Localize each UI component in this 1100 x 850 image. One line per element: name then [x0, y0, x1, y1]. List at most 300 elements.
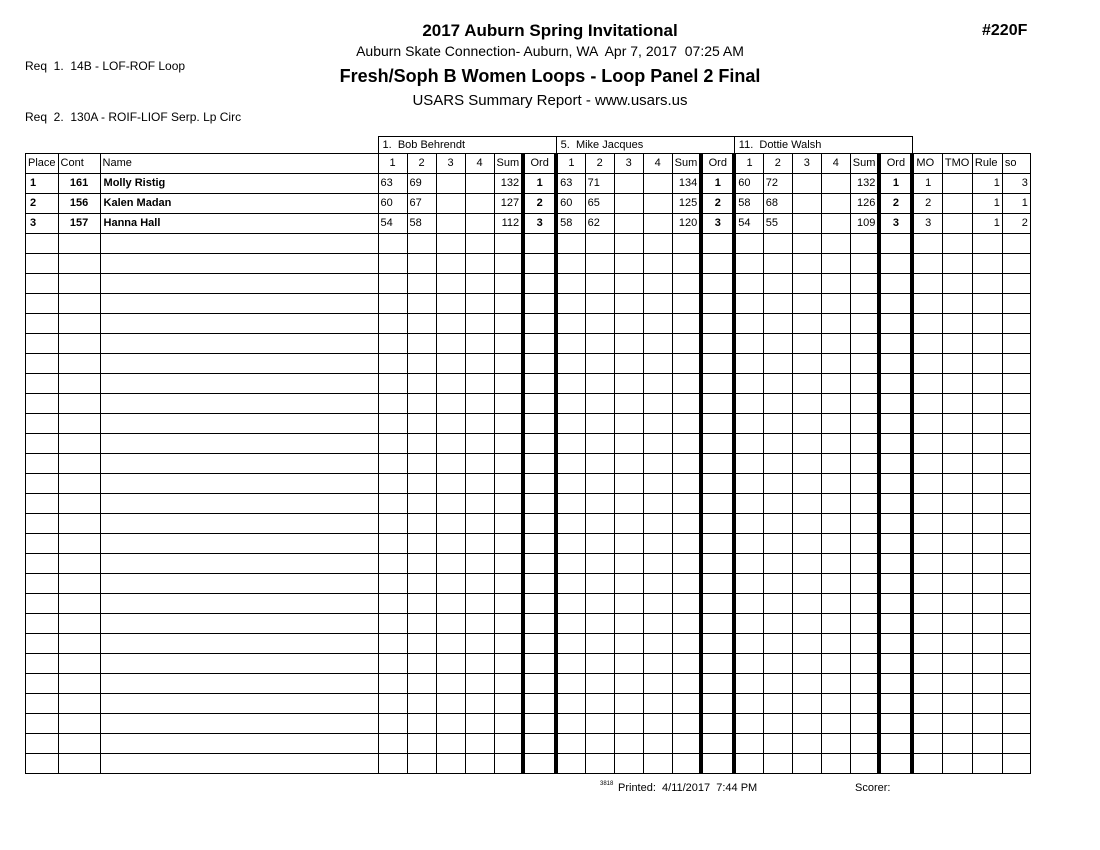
- sum-cell: 132: [850, 174, 879, 194]
- ordinal-cell: [879, 514, 912, 534]
- mark-cell: [465, 334, 494, 354]
- sum-cell: [672, 754, 701, 774]
- mark-cell: [436, 394, 465, 414]
- majority-ordinal-cell: 1: [912, 174, 942, 194]
- mark-cell: [792, 634, 821, 654]
- so-cell: [1002, 254, 1030, 274]
- empty-row: [26, 494, 1031, 514]
- empty-row: [26, 234, 1031, 254]
- mark-cell: [436, 374, 465, 394]
- skater-name-cell: [100, 694, 378, 714]
- place-cell: [26, 694, 59, 714]
- ordinal-cell: [879, 354, 912, 374]
- mark-cell: [821, 174, 850, 194]
- mark-cell: [792, 234, 821, 254]
- skater-name-cell: [100, 294, 378, 314]
- sum-cell: [494, 354, 523, 374]
- mark-cell: [821, 494, 850, 514]
- mark-cell: [643, 454, 672, 474]
- mark-cell: [407, 254, 436, 274]
- place-cell: [26, 634, 59, 654]
- mark-cell: [378, 354, 407, 374]
- scorer-label: Scorer:: [855, 782, 891, 794]
- mark-cell: [436, 594, 465, 614]
- mark-cell: [465, 674, 494, 694]
- place-cell: [26, 474, 59, 494]
- skater-name-cell: [100, 574, 378, 594]
- ordinal-cell: [523, 354, 556, 374]
- mark-cell: [556, 414, 585, 434]
- skater-name-cell: [100, 554, 378, 574]
- judge-header: 5. Mike Jacques: [556, 137, 734, 154]
- majority-ordinal-cell: [912, 514, 942, 534]
- mark-cell: [792, 354, 821, 374]
- mark-cell: [821, 534, 850, 554]
- mark-cell: [792, 274, 821, 294]
- sum-cell: [672, 414, 701, 434]
- mark-cell: [643, 254, 672, 274]
- rule-cell: [972, 294, 1002, 314]
- so-cell: [1002, 374, 1030, 394]
- mark-cell: [763, 314, 792, 334]
- tmo-cell: [942, 414, 972, 434]
- rule-cell: 1: [972, 174, 1002, 194]
- mark-cell: [378, 574, 407, 594]
- mark-cell: [585, 314, 614, 334]
- place-cell: [26, 254, 59, 274]
- mark-cell: [436, 314, 465, 334]
- ordinal-cell: [701, 334, 734, 354]
- empty-row: [26, 594, 1031, 614]
- ordinal-cell: 2: [701, 194, 734, 214]
- sum-cell: 126: [850, 194, 879, 214]
- footer-form-number: 3818: [600, 781, 614, 787]
- tmo-cell: [942, 354, 972, 374]
- mark-cell: [821, 274, 850, 294]
- mark-cell: [585, 394, 614, 414]
- req-line-1: Req 1. 14B - LOF-ROF Loop: [25, 59, 186, 73]
- ordinal-cell: [523, 474, 556, 494]
- ordinal-cell: [701, 274, 734, 294]
- ordinal-cell: [523, 654, 556, 674]
- sum-cell: [672, 694, 701, 714]
- mark-cell: [614, 474, 643, 494]
- so-cell: [1002, 394, 1030, 414]
- ordinal-cell: [523, 574, 556, 594]
- ordinal-cell: [879, 614, 912, 634]
- ordinal-cell: [879, 554, 912, 574]
- mark-cell: [585, 694, 614, 714]
- mark-cell: [734, 694, 763, 714]
- so-cell: [1002, 334, 1030, 354]
- ordinal-cell: [879, 254, 912, 274]
- majority-ordinal-cell: [912, 294, 942, 314]
- contestant-number-cell: [58, 714, 100, 734]
- mark-cell: [436, 174, 465, 194]
- empty-row: [26, 614, 1031, 634]
- ordinal-cell: [701, 494, 734, 514]
- ordinal-cell: [701, 754, 734, 774]
- sum-cell: [494, 294, 523, 314]
- sum-cell: [672, 634, 701, 654]
- tmo-cell: [942, 754, 972, 774]
- so-cell: 2: [1002, 214, 1030, 234]
- majority-ordinal-cell: [912, 654, 942, 674]
- mark-cell: [378, 554, 407, 574]
- rule-cell: [972, 594, 1002, 614]
- sum-cell: [850, 714, 879, 734]
- mark-cell: [792, 594, 821, 614]
- majority-ordinal-cell: [912, 334, 942, 354]
- sum-cell: [494, 514, 523, 534]
- sum-cell: [850, 494, 879, 514]
- mark-cell: [643, 554, 672, 574]
- mark-cell: [436, 494, 465, 514]
- mark-cell: [436, 614, 465, 634]
- place-cell: [26, 514, 59, 534]
- mark-cell: [436, 234, 465, 254]
- mark-cell: [556, 394, 585, 414]
- column-header: 1: [556, 154, 585, 174]
- mark-cell: [465, 354, 494, 374]
- contestant-number-cell: [58, 294, 100, 314]
- tmo-cell: [942, 614, 972, 634]
- sum-cell: [672, 614, 701, 634]
- mark-cell: [436, 434, 465, 454]
- mark-cell: [734, 414, 763, 434]
- mark-cell: [643, 234, 672, 254]
- sum-cell: [494, 254, 523, 274]
- place-cell: [26, 454, 59, 474]
- majority-ordinal-cell: [912, 394, 942, 414]
- mark-cell: [465, 614, 494, 634]
- mark-cell: [378, 294, 407, 314]
- column-header: Ord: [879, 154, 912, 174]
- mark-cell: [378, 394, 407, 414]
- mark-cell: [556, 694, 585, 714]
- ordinal-cell: [701, 674, 734, 694]
- mark-cell: [614, 574, 643, 594]
- ordinal-cell: [879, 594, 912, 614]
- mark-cell: [556, 474, 585, 494]
- contestant-number-cell: 157: [58, 214, 100, 234]
- mark-cell: 58: [556, 214, 585, 234]
- mark-cell: [821, 354, 850, 374]
- empty-row: [26, 514, 1031, 534]
- ordinal-cell: [701, 714, 734, 734]
- ordinal-cell: [879, 574, 912, 594]
- ordinal-cell: [879, 454, 912, 474]
- contestant-number-cell: [58, 754, 100, 774]
- rule-cell: [972, 614, 1002, 634]
- mark-cell: [556, 534, 585, 554]
- sum-cell: [672, 254, 701, 274]
- contestant-number-cell: [58, 434, 100, 454]
- mark-cell: [763, 594, 792, 614]
- mark-cell: [792, 694, 821, 714]
- skater-name-cell: [100, 274, 378, 294]
- sum-cell: [672, 314, 701, 334]
- sum-cell: [494, 274, 523, 294]
- ordinal-cell: [879, 294, 912, 314]
- skater-name-cell: [100, 254, 378, 274]
- mark-cell: [585, 294, 614, 314]
- so-cell: [1002, 314, 1030, 334]
- mark-cell: [734, 394, 763, 414]
- ordinal-cell: [701, 594, 734, 614]
- competition-title: 2017 Auburn Spring Invitational: [422, 21, 678, 40]
- column-header: 2: [407, 154, 436, 174]
- mark-cell: [378, 234, 407, 254]
- mark-cell: [585, 414, 614, 434]
- sum-cell: [494, 234, 523, 254]
- mark-cell: [792, 674, 821, 694]
- majority-ordinal-cell: [912, 414, 942, 434]
- mark-cell: [585, 514, 614, 534]
- ordinal-cell: [879, 234, 912, 254]
- sum-cell: [850, 314, 879, 334]
- mark-cell: [407, 574, 436, 594]
- mark-cell: [763, 234, 792, 254]
- majority-ordinal-cell: [912, 354, 942, 374]
- sum-cell: [850, 754, 879, 774]
- mark-cell: [465, 314, 494, 334]
- mark-cell: [792, 754, 821, 774]
- mark-cell: [643, 374, 672, 394]
- mark-cell: [734, 354, 763, 374]
- mark-cell: [792, 414, 821, 434]
- ordinal-cell: [523, 554, 556, 574]
- mark-cell: [614, 274, 643, 294]
- ordinal-cell: [523, 734, 556, 754]
- skater-row: [26, 174, 1031, 194]
- ordinal-cell: [523, 374, 556, 394]
- skater-name-cell: Hanna Hall: [100, 214, 378, 234]
- mark-cell: [763, 494, 792, 514]
- event-title: Fresh/Soph B Women Loops - Loop Panel 2 Final: [339, 66, 761, 86]
- mark-cell: [585, 594, 614, 614]
- rule-cell: [972, 434, 1002, 454]
- mark-cell: [734, 434, 763, 454]
- mark-cell: [556, 294, 585, 314]
- sum-cell: [494, 714, 523, 734]
- mark-cell: [792, 614, 821, 634]
- sum-cell: [494, 654, 523, 674]
- majority-ordinal-cell: 3: [912, 214, 942, 234]
- mark-cell: 71: [585, 174, 614, 194]
- mark-cell: [585, 634, 614, 654]
- score-table-wrap: [25, 136, 1031, 774]
- mark-cell: [407, 274, 436, 294]
- mark-cell: [378, 434, 407, 454]
- ordinal-cell: [523, 674, 556, 694]
- sum-cell: [672, 534, 701, 554]
- mark-cell: [465, 294, 494, 314]
- skater-name-cell: [100, 674, 378, 694]
- mark-cell: [643, 614, 672, 634]
- ordinal-cell: [523, 334, 556, 354]
- mark-cell: [734, 734, 763, 754]
- sum-cell: 127: [494, 194, 523, 214]
- place-cell: [26, 594, 59, 614]
- contestant-number-cell: [58, 634, 100, 654]
- mark-cell: [643, 194, 672, 214]
- ordinal-cell: [879, 754, 912, 774]
- sum-cell: [672, 394, 701, 414]
- column-header: 2: [585, 154, 614, 174]
- ordinal-cell: [701, 634, 734, 654]
- mark-cell: [792, 654, 821, 674]
- so-cell: [1002, 474, 1030, 494]
- rule-cell: [972, 234, 1002, 254]
- req-line-2: Req 2. 130A - ROIF-LIOF Serp. Lp Circ: [25, 110, 242, 124]
- tmo-cell: [942, 594, 972, 614]
- majority-ordinal-cell: [912, 674, 942, 694]
- mark-cell: [465, 374, 494, 394]
- mark-cell: [436, 694, 465, 714]
- so-cell: 3: [1002, 174, 1030, 194]
- mark-cell: [614, 714, 643, 734]
- mark-cell: [792, 454, 821, 474]
- column-header: so: [1002, 154, 1030, 174]
- ordinal-cell: [879, 374, 912, 394]
- rule-cell: [972, 454, 1002, 474]
- mark-cell: [378, 494, 407, 514]
- place-cell: [26, 314, 59, 334]
- mark-cell: [821, 754, 850, 774]
- mark-cell: [734, 614, 763, 634]
- contestant-number-cell: [58, 734, 100, 754]
- mark-cell: [465, 174, 494, 194]
- ordinal-cell: 2: [523, 194, 556, 214]
- tmo-cell: [942, 334, 972, 354]
- contestant-number-cell: [58, 694, 100, 714]
- ordinal-cell: [701, 534, 734, 554]
- majority-ordinal-cell: [912, 714, 942, 734]
- skater-row: [26, 194, 1031, 214]
- sum-cell: [494, 414, 523, 434]
- mark-cell: [378, 454, 407, 474]
- mark-cell: [763, 654, 792, 674]
- mark-cell: [614, 454, 643, 474]
- mark-cell: [643, 214, 672, 234]
- printed-timestamp: Printed: 4/11/2017 7:44 PM: [618, 782, 758, 794]
- column-header: Ord: [701, 154, 734, 174]
- contestant-number-cell: [58, 514, 100, 534]
- mark-cell: [378, 274, 407, 294]
- mark-cell: [763, 474, 792, 494]
- mark-cell: [734, 274, 763, 294]
- empty-row: [26, 434, 1031, 454]
- mark-cell: [378, 754, 407, 774]
- mark-cell: [643, 754, 672, 774]
- mark-cell: [378, 514, 407, 534]
- skater-name-cell: [100, 534, 378, 554]
- mark-cell: [614, 534, 643, 554]
- place-cell: [26, 494, 59, 514]
- event-code: #220F: [982, 22, 1028, 39]
- mark-cell: [407, 454, 436, 474]
- mark-cell: [465, 494, 494, 514]
- mark-cell: [378, 314, 407, 334]
- mark-cell: [378, 694, 407, 714]
- mark-cell: [734, 574, 763, 594]
- mark-cell: [792, 474, 821, 494]
- rule-cell: [972, 414, 1002, 434]
- column-header: 1: [734, 154, 763, 174]
- tmo-cell: [942, 514, 972, 534]
- sum-cell: [494, 634, 523, 654]
- ordinal-cell: [523, 634, 556, 654]
- mark-cell: [821, 334, 850, 354]
- judge-header: 1. Bob Behrendt: [378, 137, 556, 154]
- sum-cell: [494, 574, 523, 594]
- majority-ordinal-cell: [912, 254, 942, 274]
- mark-cell: [614, 254, 643, 274]
- mark-cell: [465, 274, 494, 294]
- majority-ordinal-cell: [912, 274, 942, 294]
- mark-cell: [378, 614, 407, 634]
- column-header: 4: [643, 154, 672, 174]
- empty-row: [26, 634, 1031, 654]
- contestant-number-cell: [58, 574, 100, 594]
- mark-cell: [614, 194, 643, 214]
- mark-cell: [734, 754, 763, 774]
- sum-cell: [494, 494, 523, 514]
- skater-name-cell: [100, 494, 378, 514]
- mark-cell: [585, 474, 614, 494]
- mark-cell: [643, 634, 672, 654]
- place-cell: [26, 534, 59, 554]
- mark-cell: [643, 734, 672, 754]
- mark-cell: [643, 594, 672, 614]
- ordinal-cell: 2: [879, 194, 912, 214]
- contestant-number-cell: [58, 494, 100, 514]
- mark-cell: [643, 274, 672, 294]
- skater-name-cell: [100, 514, 378, 534]
- mark-cell: [407, 494, 436, 514]
- place-cell: [26, 754, 59, 774]
- ordinal-cell: [523, 694, 556, 714]
- mark-cell: [465, 534, 494, 554]
- tmo-cell: [942, 274, 972, 294]
- empty-row: [26, 554, 1031, 574]
- sum-cell: [672, 514, 701, 534]
- mark-cell: [643, 394, 672, 414]
- empty-row: [26, 254, 1031, 274]
- mark-cell: [436, 674, 465, 694]
- place-cell: [26, 394, 59, 414]
- contestant-number-cell: [58, 554, 100, 574]
- contestant-number-cell: [58, 394, 100, 414]
- majority-ordinal-cell: [912, 594, 942, 614]
- mark-cell: [821, 294, 850, 314]
- sum-cell: [672, 494, 701, 514]
- mark-cell: [734, 494, 763, 514]
- skater-name-cell: [100, 714, 378, 734]
- mark-cell: [556, 734, 585, 754]
- column-header: Place: [26, 154, 59, 174]
- majority-ordinal-cell: [912, 234, 942, 254]
- mark-cell: [614, 554, 643, 574]
- mark-cell: [407, 594, 436, 614]
- mark-cell: [821, 454, 850, 474]
- sum-cell: [850, 634, 879, 654]
- place-cell: [26, 374, 59, 394]
- mark-cell: [556, 234, 585, 254]
- mark-cell: [821, 234, 850, 254]
- mark-cell: [614, 754, 643, 774]
